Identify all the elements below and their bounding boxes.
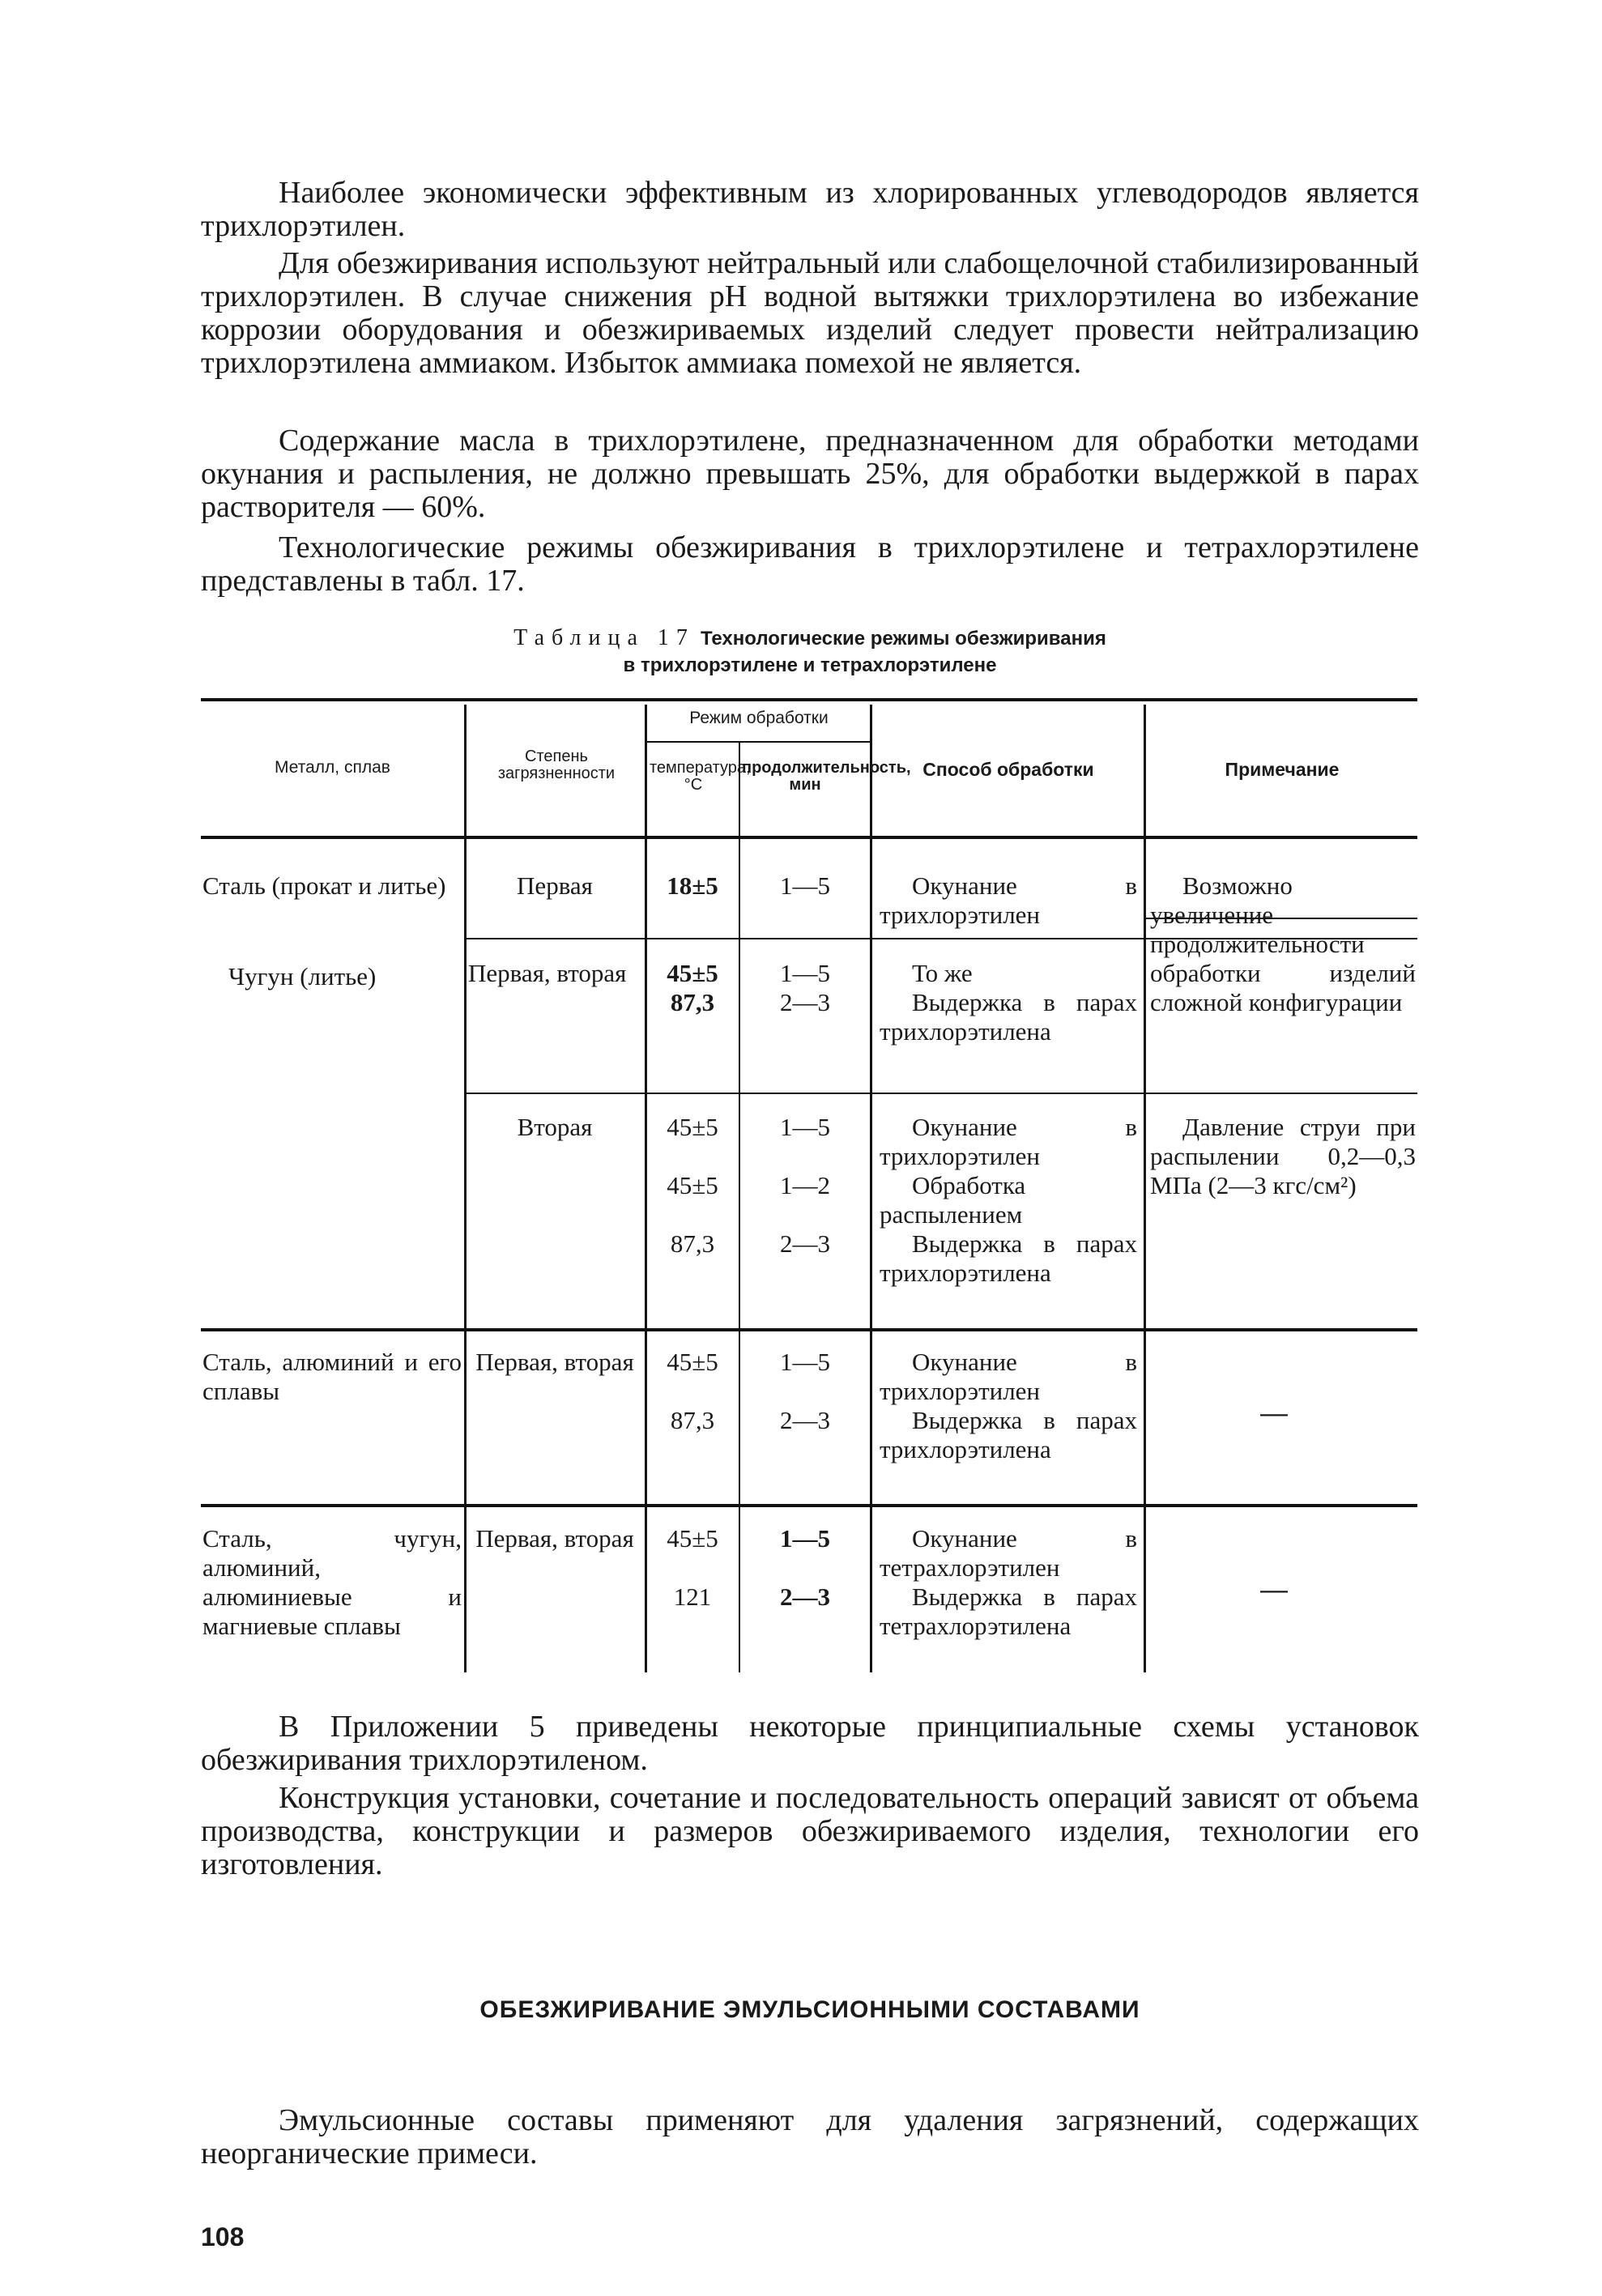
table-cell-temperature: 45±5 <box>667 1524 718 1553</box>
table-cell-temperature: 45±5 <box>667 1348 718 1376</box>
table-cell-duration: 1—5 <box>780 1113 830 1141</box>
header-method: Способ обработки <box>922 759 1094 780</box>
table-title-line1: Технологические режимы обезжиривания <box>700 628 1106 650</box>
table-cell-temperature: 121 <box>673 1582 712 1611</box>
table-cell-note: — <box>1260 1574 1288 1605</box>
table-cell-method: Выдержка в парах трихлорэтилена <box>880 988 1137 1046</box>
column-rule <box>739 743 740 1672</box>
table-cell-duration: 2—3 <box>780 1229 830 1258</box>
header-temperature: температура, °С <box>650 759 751 794</box>
table-cell-note: — <box>1260 1398 1288 1429</box>
table-cell-metal: Сталь (прокат и литье) <box>202 871 446 900</box>
table-cell-note: Давление струи при распылении 0,2—0,3 МПа (2—3 кгс/см²) <box>1150 1113 1416 1199</box>
table-cell-temperature: 87,3 <box>670 988 715 1016</box>
paragraph-stabilized: Для обезжиривания используют нейтральный или слабощелочной стабилизированный трихлорэтилен. В случае снижения pH водной вытяжки трихлорэтилена во избежание коррозии оборудования и обезжириваемых изделий следует провести нейтрализацию трихлорэтилена аммиаком. Избыток аммиака помехой не является. <box>201 246 1419 380</box>
paragraph-oil-content: Содержание масла в трихлорэтилене, предназначенном для обработки методами окунания и распыления, не должно превышать 25%, для обработки выдержкой в парах растворителя — 60%. <box>201 424 1419 524</box>
page-number: 108 <box>201 2222 245 2251</box>
column-rule <box>870 705 872 1672</box>
header-note: Примечание <box>1225 759 1340 780</box>
table-cell-duration: 1—2 <box>780 1171 830 1199</box>
header-bottom-rule <box>201 836 1417 839</box>
table-cell-temperature: 87,3 <box>670 1229 715 1258</box>
table-cell-method: Выдержка в парах тетрахлорэтилена <box>880 1582 1137 1640</box>
table-cell-method: Обработка распылением <box>880 1171 1026 1229</box>
table-cell-degree: Первая <box>517 871 593 900</box>
header-metal: Металл, сплав <box>275 758 390 777</box>
header-duration: продолжительность, мин <box>742 759 911 794</box>
column-rule <box>1144 705 1146 1672</box>
table-cell-method: То же <box>912 959 973 987</box>
table-cell-temperature: 87,3 <box>670 1406 715 1434</box>
table-cell-metal: Сталь, чугун, алюминий, алюминиевые и магниевые сплавы <box>202 1524 462 1640</box>
table-cell-method: Окунание в тетрахлорэтилен <box>880 1524 1137 1582</box>
table-cell-temperature: 45±5 <box>667 1171 718 1199</box>
table-cell-degree: Вторая <box>517 1113 593 1141</box>
table-cell-duration: 2—3 <box>780 988 830 1016</box>
table-cell-duration: 1—5 <box>780 871 830 900</box>
row-split-rule <box>467 1093 1417 1094</box>
table-cell-method: Окунание в трихлорэтилен <box>880 1113 1137 1170</box>
paragraph-construction: Конструкция установки, сочетание и последовательность операций зависят от объема производства, конструкции и размеров обезжириваемого изделия, технологии его изготовления. <box>201 1781 1419 1881</box>
table-cell-degree: Первая, вторая <box>475 1348 634 1376</box>
section-heading: ОБЕЗЖИРИВАНИЕ ЭМУЛЬСИОННЫМИ СОСТАВАМИ <box>479 1996 1140 2023</box>
paragraph-intro: Наиболее экономически эффективным из хлорированных углеводородов является трихлорэтилен. <box>201 176 1419 243</box>
table-cell-duration: 1—5 <box>780 1348 830 1376</box>
paragraph-table-reference: Технологические режимы обезжиривания в трихлорэтилене и тетрахлорэтилене представлены в табл. 17. <box>201 530 1419 598</box>
mode-subheader-rule <box>645 741 870 743</box>
table-top-rule <box>201 698 1417 701</box>
table-cell-duration: 1—5 <box>780 959 830 987</box>
table-caption <box>201 625 1419 652</box>
table-cell-method: Окунание в трихлорэтилен <box>880 871 1137 929</box>
table-cell-duration: 1—5 <box>780 1524 830 1553</box>
paragraph-emulsion: Эмульсионные составы применяют для удаления загрязнений, содержащих неорганические примеси. <box>201 2103 1419 2170</box>
table-cell-duration: 2—3 <box>780 1582 830 1611</box>
table-cell-degree: Первая, вторая <box>475 1524 634 1553</box>
header-mode: Режим обработки <box>689 709 829 727</box>
table-cell-metal: Сталь, алюминий и его сплавы <box>202 1348 462 1405</box>
table-cell-method: Окунание в трихлорэтилен <box>880 1348 1137 1405</box>
table-cell-method: Выдержка в парах трихлорэтилена <box>880 1406 1137 1463</box>
group-rule <box>201 1504 1417 1507</box>
table-cell-temperature: 18±5 <box>667 871 718 900</box>
table-cell-method: Выдержка в парах трихлорэтилена <box>880 1229 1137 1287</box>
paragraph-appendix: В Приложении 5 приведены некоторые принципиальные схемы установок обезжиривания трихлорэтиленом. <box>201 1710 1419 1777</box>
header-degree: Степень загрязненности <box>497 748 616 782</box>
table-cell-note: Возможно увеличение продолжительности обработки изделий сложной конфигурации <box>1150 871 1416 1016</box>
table-cell-degree: Первая, вторая <box>468 959 627 987</box>
group-rule <box>201 1328 1417 1331</box>
table-cell-metal: Чугун (литье) <box>228 962 377 990</box>
table-cell-duration: 2—3 <box>780 1406 830 1434</box>
table-label: Таблица 17 <box>513 625 695 650</box>
column-rule <box>645 705 647 1672</box>
table-cell-temperature: 45±5 <box>667 959 718 987</box>
table-title-line2: в трихлорэтилене и тетрахлорэтилене <box>623 654 997 676</box>
table-cell-temperature: 45±5 <box>667 1113 718 1141</box>
